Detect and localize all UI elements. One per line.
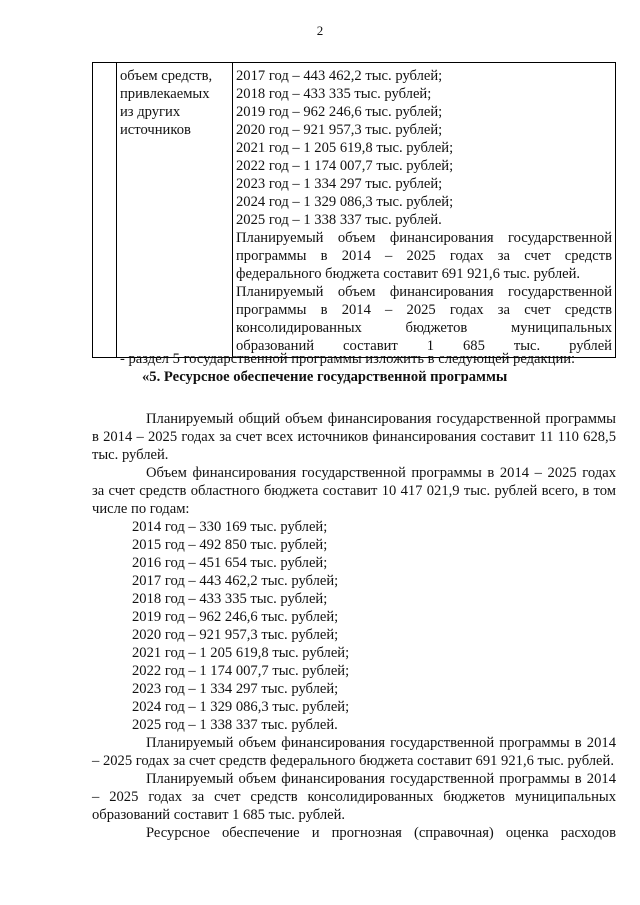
page-number: 2 — [316, 23, 324, 38]
label-line: привлекаемых — [120, 86, 210, 102]
table-cell-label — [117, 63, 233, 358]
list-item: 2015 год – 492 850 тыс. рублей; — [132, 537, 328, 553]
year-line: 2023 год – 1 334 297 тыс. рублей; — [236, 176, 443, 192]
list-item: 2020 год – 921 957,3 тыс. рублей; — [132, 627, 339, 643]
document-body — [92, 350, 616, 842]
paragraph-total-funding: Планируемый общий объем финансирования государственной программы в 2014 – 2025 годах за счет всех источников финансирования составит 11 110 628,5 тыс. рублей. — [92, 411, 616, 463]
list-item: 2023 год – 1 334 297 тыс. рублей; — [132, 681, 339, 697]
section-heading: «5. Ресурсное обеспечение государственной программы — [142, 369, 508, 385]
yearly-funding-list — [92, 518, 616, 734]
year-line: 2020 год – 921 957,3 тыс. рублей; — [236, 122, 443, 138]
table-cell-empty — [93, 63, 117, 358]
year-line: 2022 год – 1 174 007,7 тыс. рублей; — [236, 158, 454, 174]
label-line: источников — [120, 122, 191, 138]
list-item: 2022 год – 1 174 007,7 тыс. рублей; — [132, 663, 350, 679]
year-line: 2021 год – 1 205 619,8 тыс. рублей; — [236, 140, 454, 156]
year-line: 2024 год – 1 329 086,3 тыс. рублей; — [236, 194, 454, 210]
paragraph-resource-provision: Ресурсное обеспечение и прогнозная (справочная) оценка расходов — [146, 825, 616, 841]
intro-line: - раздел 5 государственной программы изложить в следующей редакции: — [120, 351, 576, 367]
label-line: объем средств, — [120, 68, 213, 84]
list-item: 2017 год – 443 462,2 тыс. рублей; — [132, 573, 339, 589]
list-item: 2014 год – 330 169 тыс. рублей; — [132, 519, 328, 535]
year-line: 2017 год – 443 462,2 тыс. рублей; — [236, 68, 443, 84]
list-item: 2018 год – 433 335 тыс. рублей; — [132, 591, 328, 607]
year-line: 2025 год – 1 338 337 тыс. рублей. — [236, 212, 442, 228]
list-item: 2025 год – 1 338 337 тыс. рублей. — [132, 717, 338, 733]
list-item: 2021 год – 1 205 619,8 тыс. рублей; — [132, 645, 350, 661]
table-cell-values — [233, 63, 616, 358]
year-line: 2019 год – 962 246,6 тыс. рублей; — [236, 104, 443, 120]
list-item: 2016 год – 451 654 тыс. рублей; — [132, 555, 328, 571]
paragraph-federal-funding: Планируемый объем финансирования государственной программы в 2014 – 2025 годах за счет средств федерального бюджета составит 691 921,6 тыс. рублей. — [92, 735, 616, 769]
list-item: 2024 год – 1 329 086,3 тыс. рублей; — [132, 699, 350, 715]
list-item: 2019 год – 962 246,6 тыс. рублей; — [132, 609, 339, 625]
year-line: 2018 год – 433 335 тыс. рублей; — [236, 86, 432, 102]
label-line: из других — [120, 104, 181, 120]
federal-funding-note: Планируемый объем финансирования государственной программы в 2014 – 2025 годах за счет средств федерального бюджета составит 691 921,6 тыс. рублей. — [236, 230, 612, 282]
funding-table — [92, 62, 616, 358]
municipal-funding-note: Планируемый объем финансирования государственной программы в 2014 – 2025 годах за счет средств консолидированных бюджетов муниципальных образований составит 1 685 тыс. рублей — [236, 284, 612, 354]
paragraph-regional-funding: Объем финансирования государственной программы в 2014 – 2025 годах за счет средств областного бюджета составит 10 417 021,9 тыс. рублей всего, в том числе по годам: — [92, 465, 616, 517]
table-row — [93, 63, 616, 358]
paragraph-municipal-funding: Планируемый объем финансирования государственной программы в 2014 – 2025 годах за счет средств консолидированных бюджетов муниципальных образований составит 1 685 тыс. рублей. — [92, 771, 616, 823]
